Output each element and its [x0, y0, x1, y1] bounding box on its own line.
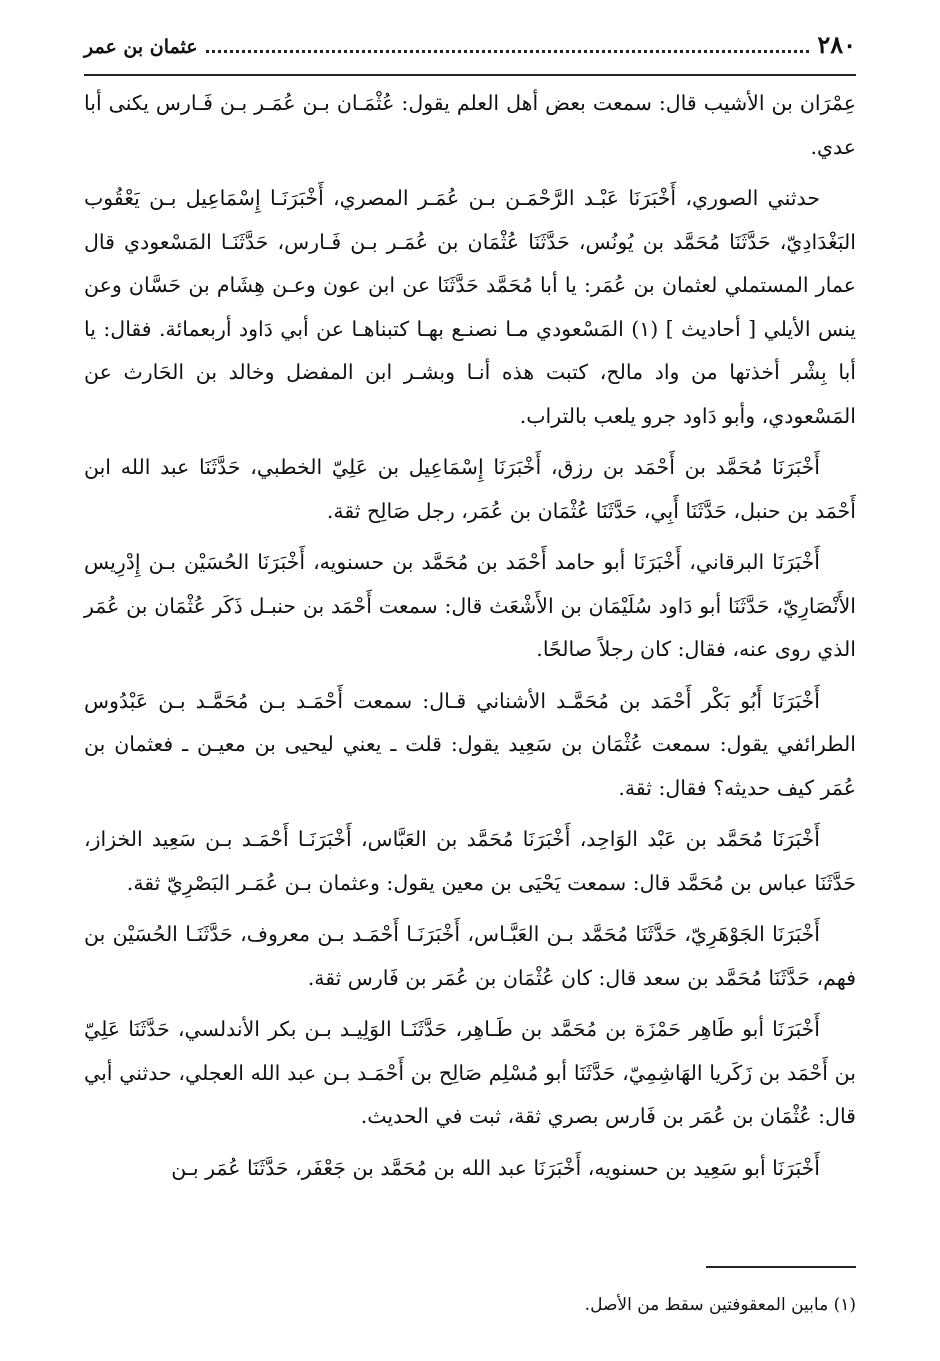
main-text — [84, 82, 856, 1190]
paragraph: أَخْبَرَنَا مُحَمَّد بن عَبْد الوَاحِد، أَخْبَرَنَا مُحَمَّد بن العَبَّاس، أَخْبَرَنَـا أَحْمَـد بـن سَعِيد الخزاز، حَدَّثَنَا عباس بن مُحَمَّد قال: سمعت يَحْيَى بن معين يقول: وعثمان بـن عُمَـر البَصْرِيّ ثقة. — [84, 827, 856, 895]
page-number: ٢٨٠ — [817, 30, 856, 59]
header-dot-leader — [206, 49, 810, 53]
book-page — [84, 30, 856, 1341]
footnote: (١) مابين المعقوفتين سقط من الأصل. — [584, 1295, 856, 1315]
paragraph: أَخْبَرَنَا أَبُو بَكْر أَحْمَد بن مُحَمَّـد الأشناني قـال: سمعت أَحْمَـد بـن مُحَمَّـد بـن عَبْدُوس الطرائفي يقول: سمعت عُثْمَان بن سَعِيد يقول: قلت ـ يعني ليحيى بن معيـن ـ فعثمان بن عُمَر كيف حديثه؟ فقال: ثقة. — [84, 688, 856, 800]
paragraph: عِمْرَان بن الأشيب قال: سمعت بعض أهل العلم يقول: عُثْمَـان بـن عُمَـر بـن فَـارس يكنى أبا عدي. — [84, 91, 856, 159]
paragraph: أَخْبَرَنَا أبو سَعِيد بن حسنويه، أَخْبَرَنَا عبد الله بن مُحَمَّد بن جَعْفَر، حَدَّثَنَا عُمَر بـن — [171, 1155, 820, 1180]
paragraph: أَخْبَرَنَا البرقاني، أَخْبَرَنَا أبو حامد أَحْمَد بن مُحَمَّد بن حسنويه، أَخْبَرَنَا الحُسَيْن بـن إِدْرِيس الأَنْصَارِيّ، حَدَّثَنَا أبو دَاود سُلَيْمَان بن الأَشْعَث قال: سمعت أَحْمَد بن حنبـل ذَكَر عُثْمَان بن عُمَر الذي روى عنه، فقال: كان رجلاً صالحًا. — [84, 550, 856, 661]
paragraph: أَخْبَرَنَا مُحَمَّد بن أَحْمَد بن رزق، أَخْبَرَنَا إِسْمَاعِيل بن عَلِيّ الخطبي، حَدَّثَنَا عبد الله ابن أَحْمَد بن حنبل، حَدَّثَنَا أَبِي، حَدَّثَنَا عُثْمَان بن عُمَر، رجل صَالِح ثقة. — [84, 455, 856, 523]
paragraph: أَخْبَرَنَا أبو طَاهِر حَمْزَة بن مُحَمَّد بن طَـاهِر، حَدَّثَنَـا الوَلِيـد بـن بكر الأندلسي، حَدَّثَنَا عَلِيّ بن أَحْمَد بن زَكَريا الهَاشِمِيّ، حَدَّثَنَا أبو مُسْلِم صَالِح بن أَحْمَـد بـن عبد الله العجلي، حدثني أبي قال: عُثْمَان بن عُمَر بن فَارس بصري ثقة، ثبت في الحديث. — [84, 1017, 856, 1128]
footnote-separator — [706, 1266, 856, 1268]
running-title: عثمان بن عمر — [84, 36, 198, 58]
page-header — [84, 30, 856, 76]
paragraph: حدثني الصوري، أَخْبَرَنَا عَبْـد الرَّحْمَـن بـن عُمَـر المصري، أَخْبَرَنَـا إِسْمَاعِيل بـن يَعْقُوب البَغْدَادِيّ، حَدَّثَنَا مُحَمَّد بن يُونُس، حَدَّثَنَا عُثْمَان بن عُمَـر بـن فَـارس، حَدَّثَنَـا المَسْعودي قال عمار المستملي لعثمان بن عُمَر: يا أبا مُحَمَّد حَدَّثَنَا عن ابن عون وعـن هِشَام بن حَسَّان وعن ينس الأيلي [ أحاديث ] (١) المَسْعودي مـا نصنـع بهـا كتبناهـا عن أبي دَاود أربعمائة. فقال: يا أبا بِشْر أخذتها من واد مالح، كتبت هذه أنـا وبشـر ابن المفضل وخالد بن الحَارث عن المَسْعودي، وأبو دَاود جرو يلعب بالتراب. — [84, 186, 856, 428]
paragraph: أَخْبَرَنَا الجَوْهَرِيّ، حَدَّثَنَا مُحَمَّد بـن العَبَّـاس، أَخْبَرَنَـا أَحْمَـد بـن معروف، حَدَّثَنَـا الحُسَيْن بن فهم، حَدَّثَنَا مُحَمَّد بن سعد قال: كان عُثْمَان بن عُمَر بن فَارس ثقة. — [84, 922, 856, 990]
